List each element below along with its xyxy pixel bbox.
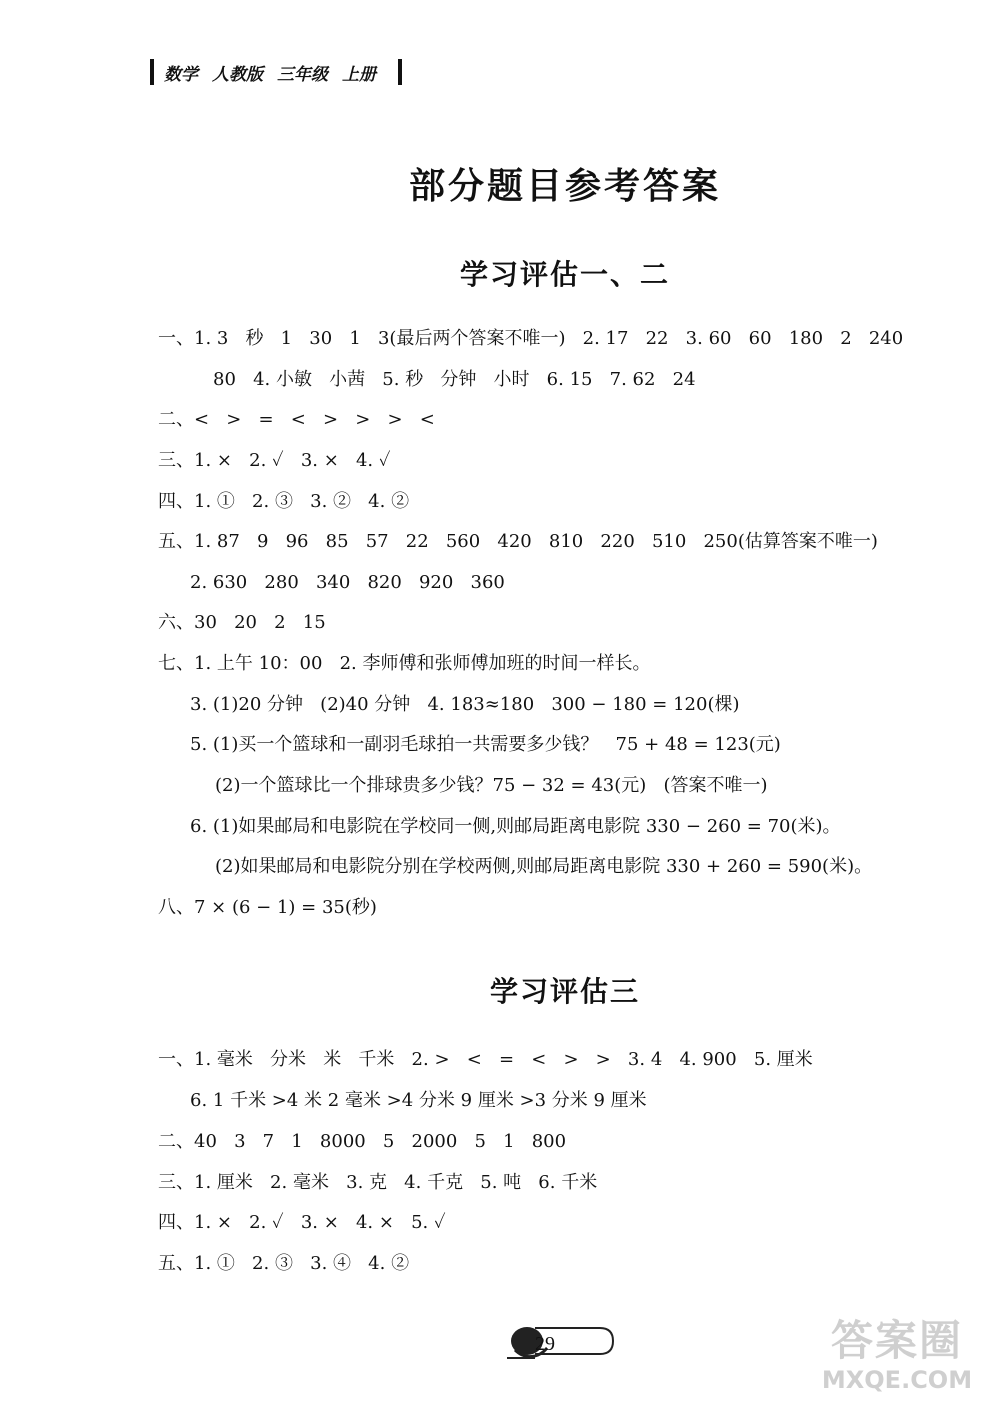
section-title-2: 学习评估三 — [489, 975, 640, 1008]
answer-line: 80 4. 小敏 小茜 5. 秒 分钟 小时 6. 15 7. 62 24 — [213, 369, 696, 390]
header-bar-right — [398, 59, 402, 85]
header-grade: 三年级 — [277, 64, 328, 85]
answer-line: 3. (1)20 分钟 (2)40 分钟 4. 183≈180 300 − 180 = 120(棵) — [190, 694, 740, 715]
watermark-top: 答案圈 — [830, 1316, 963, 1365]
answer-line: 6. (1)如果邮局和电影院在学校同一侧,则邮局距离电影院 330 − 260 = 70(米)。 — [190, 816, 841, 837]
site-watermark — [802, 1317, 992, 1403]
header-subject: 数学 — [164, 64, 198, 85]
answer-line: (2)一个篮球比一个排球贵多少钱？75 − 32 = 43(元) (答案不唯一) — [215, 775, 768, 796]
answer-line: 四、1. ① 2. ③ 3. ② 4. ② — [158, 491, 410, 512]
answer-line: 二、40 3 7 1 8000 5 2000 5 1 800 — [158, 1131, 567, 1152]
watermark-bottom: MXQE.COM — [821, 1366, 973, 1394]
answer-line: 五、1. 87 9 96 85 57 22 560 420 810 220 510 250(估算答案不唯一) — [158, 531, 878, 552]
header-edition: 人教版 — [212, 64, 263, 85]
page-number-ornament — [505, 1318, 635, 1364]
answer-line: 三、1. 厘米 2. 毫米 3. 克 4. 千克 5. 吨 6. 千米 — [158, 1172, 598, 1193]
answer-line: 三、1. × 2. ✓ 3. × 4. ✓ — [158, 450, 391, 471]
answer-line: 一、1. 毫米 分米 米 千米 2. > < = < > > 3. 4 4. 900 5. 厘米 — [158, 1049, 813, 1070]
answer-line: 五、1. ① 2. ③ 3. ④ 4. ② — [158, 1253, 410, 1274]
answer-line: 四、1. × 2. ✓ 3. × 4. × 5. ✓ — [158, 1212, 446, 1233]
section-title-1: 学习评估一、二 — [459, 258, 670, 291]
page-number: 29 — [535, 1333, 555, 1355]
answer-line: 二、< > = < > > > < — [158, 409, 435, 430]
answer-line: 5. (1)买一个篮球和一副羽毛球拍一共需要多少钱？ 75 + 48 = 123(元) — [190, 734, 781, 755]
header-bar-left — [150, 59, 154, 85]
running-header — [150, 58, 402, 86]
answer-line: 七、1. 上午 10：00 2. 李师傅和张师傅加班的时间一样长。 — [158, 653, 651, 674]
answer-line: 6. 1 千米 >4 米 2 毫米 >4 分米 9 厘米 >3 分米 9 厘米 — [190, 1090, 647, 1111]
answer-line: 六、30 20 2 15 — [158, 612, 326, 633]
answer-line: (2)如果邮局和电影院分别在学校两侧,则邮局距离电影院 330 + 260 = 590(米)。 — [215, 856, 873, 877]
header-volume: 上册 — [342, 64, 376, 85]
answer-line: 一、1. 3 秒 1 30 1 3(最后两个答案不唯一) 2. 17 22 3. 60 60 180 2 240 — [158, 328, 904, 349]
page-title: 部分题目参考答案 — [408, 166, 721, 207]
answer-line: 2. 630 280 340 820 920 360 — [190, 572, 505, 593]
answer-line: 八、7 × (6 − 1) = 35(秒) — [158, 897, 377, 918]
